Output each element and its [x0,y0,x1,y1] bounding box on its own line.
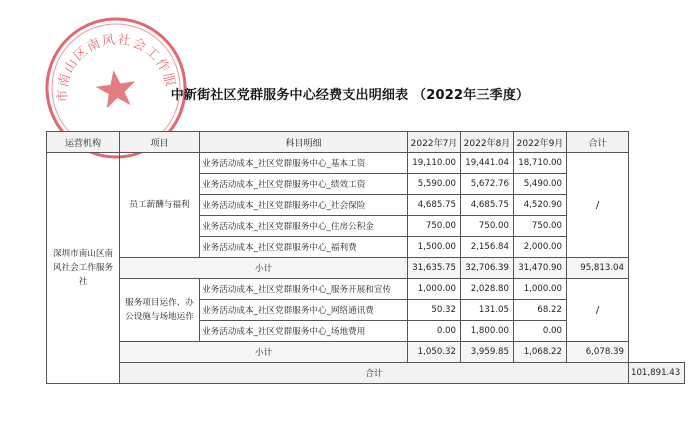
grand-total-row [47,363,685,384]
aug-cell: 750.00 [461,216,514,237]
subtotal-total: 6,078.39 [567,342,629,363]
subtotal-label: 小计 [120,258,408,279]
aug-cell: 4,685.75 [461,195,514,216]
header-item: 科目明细 [200,132,408,153]
subtotal-sep: 1,068.22 [514,342,567,363]
jul-cell: 1,500.00 [408,237,461,258]
aug-cell: 19,441.04 [461,153,514,174]
grand-total-value: 101,891.43 [629,363,685,384]
aug-cell: 2,156.84 [461,237,514,258]
item-cell: 业务活动成本_社区党群服务中心_住房公积金 [200,216,408,237]
item-cell: 业务活动成本_社区党群服务中心_场地费用 [200,321,408,342]
aug-cell: 2,028.80 [461,279,514,300]
sep-cell: 5,490.00 [514,174,567,195]
item-cell: 业务活动成本_社区党群服务中心_社会保险 [200,195,408,216]
item-cell: 业务活动成本_社区党群服务中心_基本工资 [200,153,408,174]
sep-cell: 1,000.00 [514,279,567,300]
item-cell: 业务活动成本_社区党群服务中心_福利费 [200,237,408,258]
header-aug: 2022年8月 [461,132,514,153]
total-placeholder: / [567,153,629,258]
header-sep: 2022年9月 [514,132,567,153]
sep-cell: 2,000.00 [514,237,567,258]
jul-cell: 19,110.00 [408,153,461,174]
grand-total-label: 合计 [120,363,629,384]
page-title: 中新街社区党群服务中心经费支出明细表 （2022年三季度） [170,88,530,103]
jul-cell: 0.00 [408,321,461,342]
project-cell: 员工薪酬与福利 [120,153,200,258]
jul-cell: 50.32 [408,300,461,321]
subtotal-aug: 3,959.85 [461,342,514,363]
sep-cell: 4,520.90 [514,195,567,216]
sep-cell: 18,710.00 [514,153,567,174]
subtotal-aug: 32,706.39 [461,258,514,279]
jul-cell: 4,685.75 [408,195,461,216]
item-cell: 业务活动成本_社区党群服务中心_网络通讯费 [200,300,408,321]
table-row [47,279,685,300]
jul-cell: 750.00 [408,216,461,237]
aug-cell: 1,800.00 [461,321,514,342]
jul-cell: 1,000.00 [408,279,461,300]
header-project: 项目 [120,132,200,153]
subtotal-row [47,342,685,363]
subtotal-jul: 1,050.32 [408,342,461,363]
subtotal-sep: 31,470.90 [514,258,567,279]
sep-cell: 68.22 [514,300,567,321]
svg-text:深圳市南山区南风社会工作服务社: 深圳市南山区南风社会工作服务社 [32,13,178,103]
table-row [47,153,685,174]
item-cell: 业务活动成本_社区党群服务中心_绩效工资 [200,174,408,195]
sep-cell: 0.00 [514,321,567,342]
aug-cell: 5,672.76 [461,174,514,195]
project-cell: 服务项目运作、办公设施与场地运作 [120,279,200,342]
subtotal-jul: 31,635.75 [408,258,461,279]
org-cell: 深圳市南山区南风社会工作服务社 [47,153,120,384]
sep-cell: 750.00 [514,216,567,237]
expense-table [46,131,685,384]
header-org: 运营机构 [47,132,120,153]
subtotal-total: 95,813.04 [567,258,629,279]
header-row [47,132,685,153]
item-cell: 业务活动成本_社区党群服务中心_服务开展和宣传 [200,279,408,300]
header-jul: 2022年7月 [408,132,461,153]
subtotal-label: 小计 [120,342,408,363]
total-placeholder: / [567,279,629,342]
subtotal-row [47,258,685,279]
jul-cell: 5,590.00 [408,174,461,195]
header-total: 合计 [567,132,629,153]
aug-cell: 131.05 [461,300,514,321]
